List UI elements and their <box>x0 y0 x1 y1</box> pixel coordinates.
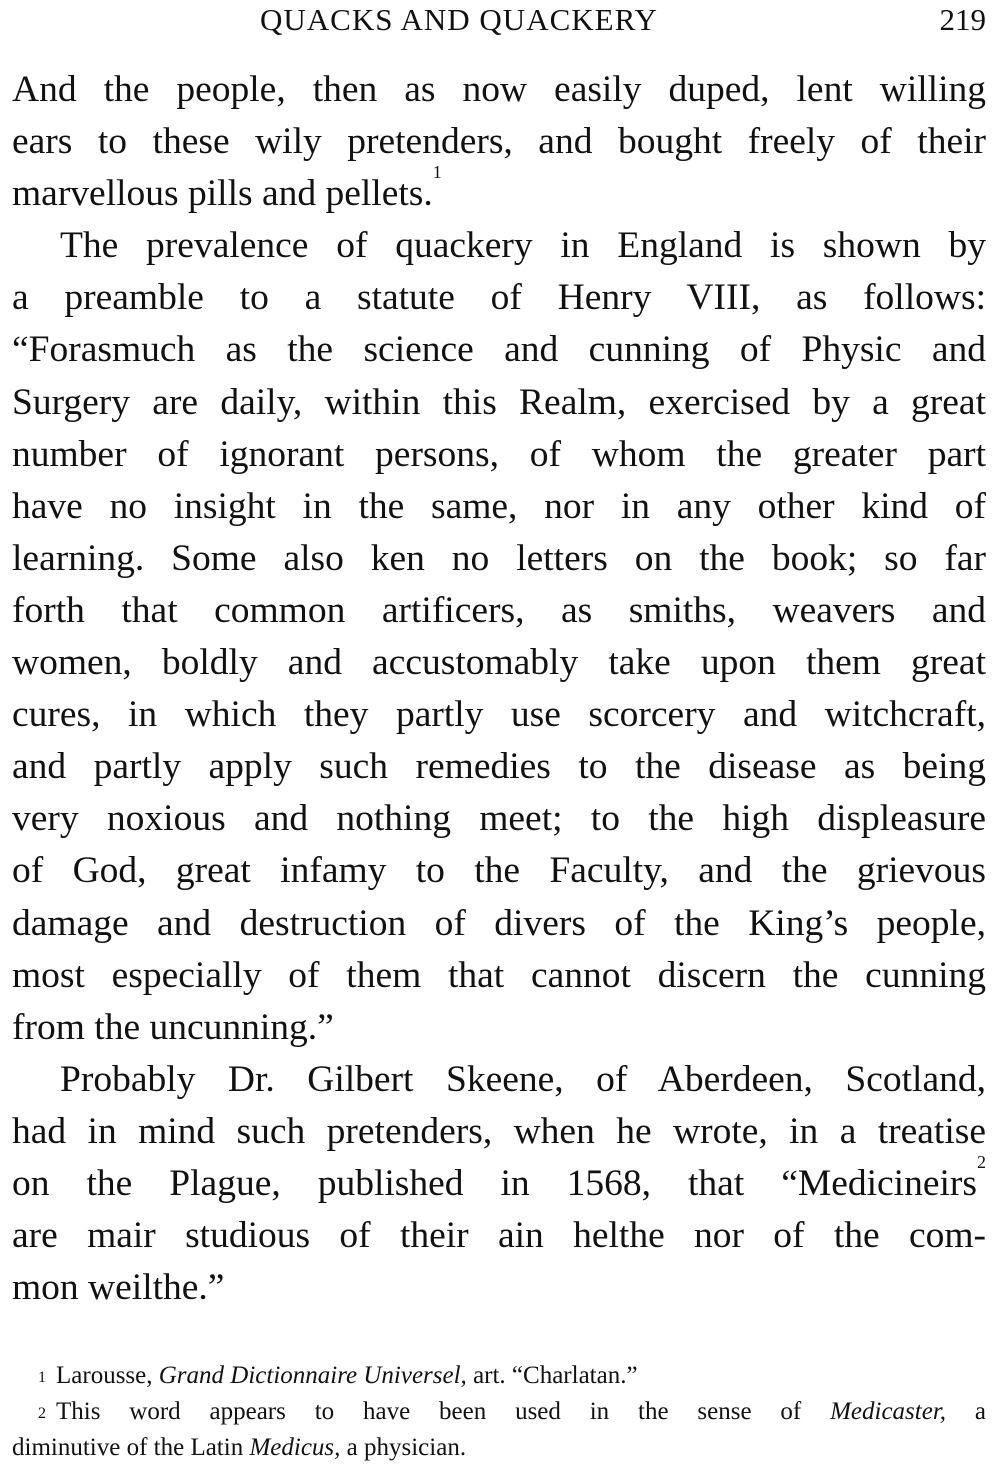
text-line: damage and destruction of divers of the King’s people, <box>12 902 986 944</box>
footnote-ref-1: 1 <box>432 162 442 183</box>
text-line: women, boldly and accustomably take upon them great <box>12 642 986 684</box>
paragraph-2 <box>12 220 986 1054</box>
text-line <box>12 162 986 220</box>
text-line: most especially of them that cannot discern the cunning <box>12 954 986 996</box>
footnotes <box>12 1358 986 1466</box>
text-line: number of ignorant persons, of whom the greater part <box>12 433 986 475</box>
footnote-italic: Medicus, <box>249 1434 341 1461</box>
footnote-line <box>12 1358 986 1394</box>
text-line: a preamble to a statute of Henry VIII, as follows: <box>12 277 986 319</box>
book-page <box>12 0 986 1484</box>
footnote-text: a physician. <box>340 1434 467 1461</box>
text-line: Probably Dr. Gilbert Skeene, of Aberdeen, Scotland, <box>60 1058 986 1100</box>
paragraph-3 <box>12 1054 986 1314</box>
footnote-italic: Grand Dictionnaire Universel, <box>158 1362 467 1389</box>
text-line: mon weilthe.” <box>12 1267 225 1309</box>
footnote-1 <box>12 1358 986 1394</box>
text-line: of God, great infamy to the Faculty, and the grievous <box>12 850 986 892</box>
text-line: and partly apply such remedies to the disease as being <box>12 746 986 788</box>
footnote-text: diminutive of the Latin <box>12 1434 250 1461</box>
text-line: cures, in which they partly use scorcery and witchcraft, <box>12 694 986 736</box>
text-line: forth that common artificers, as smiths, weavers and <box>12 589 986 631</box>
body-text <box>12 64 986 1314</box>
footnote-text: Larousse, <box>56 1362 159 1389</box>
text-line-content: marvellous pills and pellets. <box>12 173 433 215</box>
text-line: very noxious and nothing meet; to the high displeasure <box>12 798 986 840</box>
footnote-line <box>12 1394 986 1430</box>
footnote-2 <box>12 1394 986 1466</box>
text-line: The prevalence of quackery in England is shown by <box>60 225 986 267</box>
text-line: had in mind such pretenders, when he wrote, in a treatise <box>12 1110 986 1152</box>
text-line <box>12 1151 986 1210</box>
text-line-content: on the Plague, published in 1568, that “Medicineirs <box>12 1162 977 1204</box>
footnote-ref-2: 2 <box>977 1151 986 1172</box>
text-line: from the uncunning.” <box>12 1006 334 1048</box>
paragraph-1 <box>12 64 986 220</box>
footnote-mark: 1 <box>38 1369 46 1386</box>
text-line: “Forasmuch as the science and cunning of Physic and <box>12 329 986 371</box>
running-head <box>12 0 986 50</box>
footnote-text: art. “Charlatan.” <box>466 1362 638 1389</box>
footnote-text: This word appears to have been used in the sense of <box>56 1398 831 1425</box>
running-title: QUACKS AND QUACKERY <box>260 2 658 37</box>
text-line: And the people, then as now easily duped, lent willing <box>12 69 986 110</box>
footnote-italic: Medicaster, <box>830 1398 947 1425</box>
footnote-text: a <box>946 1398 986 1425</box>
page-number: 219 <box>939 2 986 37</box>
text-line: ears to these wily pretenders, and bought freely of their <box>12 121 986 163</box>
footnote-line <box>12 1430 986 1466</box>
text-line: learning. Some also ken no letters on the book; so far <box>12 537 986 579</box>
footnote-mark: 2 <box>38 1405 46 1422</box>
text-line: Surgery are daily, within this Realm, exercised by a great <box>12 381 986 423</box>
text-line: are mair studious of their ain helthe nor of the com- <box>12 1215 986 1257</box>
text-line: have no insight in the same, nor in any other kind of <box>12 485 986 527</box>
